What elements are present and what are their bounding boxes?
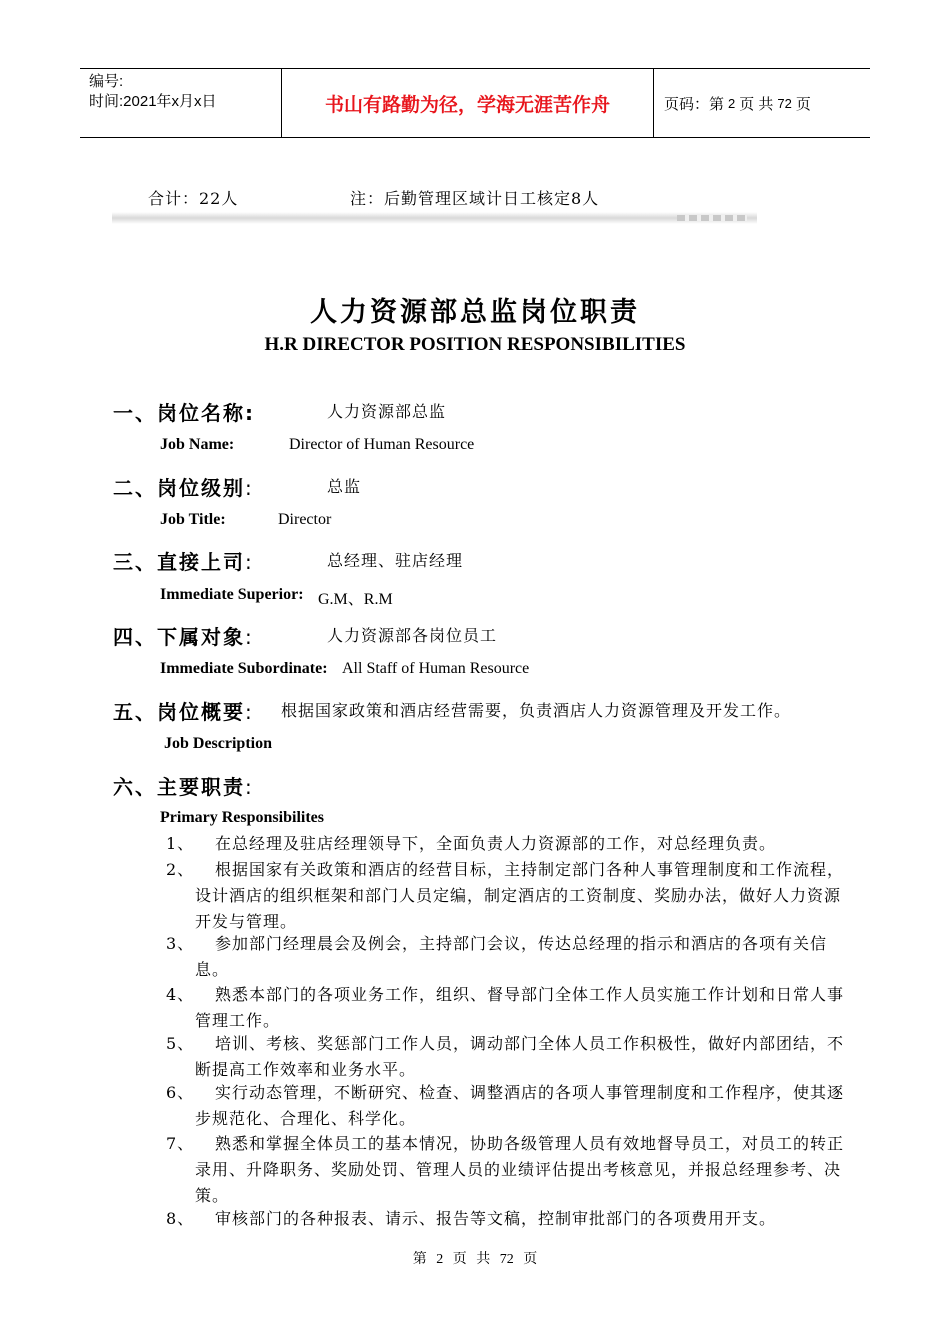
section-colon: : [245,700,252,724]
section-colon: : [245,775,252,799]
section-label: 四、下属对象 [113,625,245,649]
duty-number: 6、 [166,1083,195,1102]
section-value: 根据国家政策和酒店经营需要，负责酒店人力资源管理及开发工作。 [281,701,792,720]
section-value: 人力资源部各岗位员工 [327,626,498,645]
footer-mid: 页 共 [452,1252,491,1267]
header-page-end: 页 [795,95,811,113]
en-job-title [160,511,332,529]
header-date: 2021年x月x日 [123,93,217,110]
duty-text: 审核部门的各种报表、请示、报告等文稿，控制审批部门的各项费用开支。 [215,1209,777,1228]
section-responsibilities [113,771,252,800]
section-description [113,696,792,725]
header-time-line [89,92,281,112]
page-title: 人力资源部总监岗位职责 [310,297,640,328]
duty-number: 8、 [166,1209,195,1228]
duty-number: 2、 [166,860,195,879]
section-colon: : [245,476,252,500]
duty-number: 4、 [166,985,195,1004]
footer-suffix: 页 [523,1252,538,1267]
en-label: Immediate Subordinate: [160,660,328,677]
en-value: Director [278,511,332,528]
header-motto: 书山有路勤为径，学海无涯苦作舟 [281,69,654,137]
header-page-info [654,69,870,137]
page-subtitle: H.R DIRECTOR POSITION RESPONSIBILITIES [264,334,686,355]
section-job-level [113,472,362,501]
en-value: Director of Human Resource [289,436,475,453]
summary-note: 注：后勤管理区域计日工核定8人 [350,189,600,208]
en-label: Job Description [164,735,272,752]
summary-total: 合计：22人 [148,189,239,208]
header-page-label: 页码：第 [664,95,725,113]
en-label: Primary Responsibilites [160,809,324,826]
en-value: All Staff of Human Resource [342,660,530,677]
duty-text: 根据国家有关政策和酒店的经营目标，主持制定部门各种人事管理制度和工作流程，设计酒店的组织框架和部门人员定编，制定酒店的工资制度、奖励办法，做好人力资源开发与管理。 [195,860,845,931]
duty-text: 参加部门经理晨会及例会，主持部门会议，传达总经理的指示和酒店的各项有关信息。 [195,934,828,979]
en-value: G.M、R.M [318,591,393,608]
header-info-cell [80,69,281,137]
en-label: Immediate Superior: [160,586,304,603]
footer-prefix: 第 [412,1252,427,1267]
header-page-current: 2 [728,95,736,111]
duty-text: 熟悉和掌握全体员工的基本情况，协助各级管理人员有效地督导员工，对员工的转正录用、升降职务、奖励处罚、管理人员的业绩评估提出考核意见，并报总经理参考、决策。 [195,1134,845,1205]
section-colon: : [245,550,252,574]
header-number-label: 编号: [89,73,124,90]
en-job-name [160,436,475,454]
header-page-mid: 页 共 [739,95,774,113]
header-time-label: 时间: [89,93,124,110]
duty-text: 实行动态管理，不断研究、检查、调整酒店的各项人事管理制度和工作程序，使其逐步规范化、合理化、科学化。 [195,1083,845,1128]
section-colon: : [245,401,255,425]
page-footer [0,1248,950,1268]
en-label: Job Title: [160,511,226,528]
section-label: 一、岗位名称 [113,401,245,425]
blurred-divider [112,212,757,224]
section-label: 六、主要职责 [113,775,245,799]
section-colon: : [245,625,252,649]
section-label: 三、直接上司 [113,550,245,574]
en-label: Job Name: [160,436,235,453]
duty-number: 5、 [166,1034,195,1053]
duty-text: 熟悉本部门的各项业务工作，组织、督导部门全体工作人员实施工作计划和日常人事管理工作。 [195,985,845,1030]
en-responsibilities [160,809,324,827]
section-value: 人力资源部总监 [327,402,447,421]
duty-number: 1、 [166,834,195,853]
section-superior [113,546,464,575]
section-value: 总监 [327,477,362,496]
duty-number: 7、 [166,1134,195,1153]
footer-total: 72 [499,1252,514,1267]
section-job-name [113,397,447,426]
section-label: 二、岗位级别 [113,476,245,500]
duty-text: 培训、考核、奖惩部门工作人员，调动部门全体人员工作积极性，做好内部团结，不断提高工作效率和业务水平。 [195,1034,845,1079]
duty-text: 在总经理及驻店经理领导下，全面负责人力资源部的工作，对总经理负责。 [215,834,777,853]
footer-current: 2 [436,1252,444,1267]
en-subordinate [160,660,530,678]
section-label: 五、岗位概要 [113,700,245,724]
section-subordinate [113,621,498,650]
en-superior [160,586,393,608]
en-description [164,735,272,753]
header-table [80,68,870,138]
section-value: 总经理、驻店经理 [327,551,464,570]
header-page-total: 72 [777,95,792,111]
duty-number: 3、 [166,934,195,953]
